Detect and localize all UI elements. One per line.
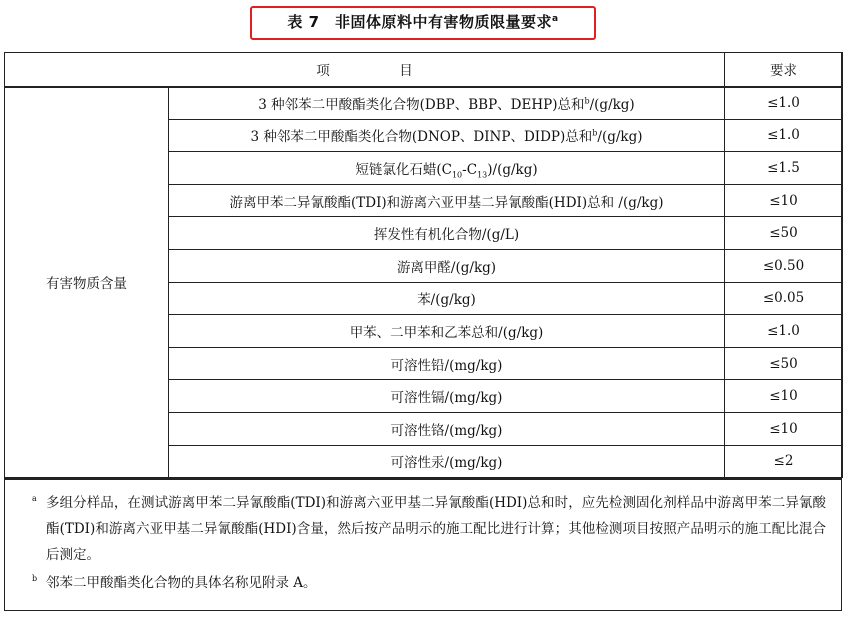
item-cell: 甲苯、二甲苯和乙苯总和/(g/kg)	[169, 315, 725, 348]
footnote-ref: b	[584, 96, 590, 106]
footnote-text: 邻苯二甲酸酯类化合物的具体名称见附录 A。	[46, 575, 317, 591]
requirement-cell: ≤50	[725, 217, 843, 250]
requirement-cell: ≤0.50	[725, 249, 843, 282]
item-cell: 3 种邻苯二甲酸酯类化合物(DBP、BBP、DEHP)总和$^b$/(g/kg)	[169, 87, 725, 120]
table-row	[5, 87, 843, 120]
requirement-cell: ≤1.5	[725, 152, 843, 185]
item-cell: 短链氯化石蜡$(C_{10}-C_{13})/(g/kg)$	[169, 152, 725, 185]
title-footnote-mark: a	[552, 14, 559, 24]
item-cell: 苯/(g/kg)	[169, 282, 725, 315]
table-header-row	[5, 53, 843, 87]
title-highlight-box	[250, 6, 596, 40]
requirement-cell: ≤50	[725, 347, 843, 380]
item-cell: 可溶性铅/(mg/kg)	[169, 347, 725, 380]
footnote-mark: a	[32, 494, 37, 503]
footnote-mark: b	[32, 574, 38, 583]
table-title: 表 7 非固体原料中有害物质限量要求$^a$	[287, 13, 559, 31]
category-cell: 有害物质含量	[5, 87, 169, 478]
item-cell: 游离甲醛/(g/kg)	[169, 249, 725, 282]
requirement-cell: ≤2	[725, 445, 843, 478]
item-cell: 可溶性汞/(mg/kg)	[169, 445, 725, 478]
footnote-a	[32, 490, 826, 568]
item-cell: 3 种邻苯二甲酸酯类化合物(DNOP、DINP、DIDP)总和$^b$/(g/kg)	[169, 119, 725, 152]
footnote-ref: b	[592, 128, 598, 138]
subscript: 13	[477, 170, 488, 180]
header-requirement: 要求	[725, 53, 843, 87]
footnote-text: 多组分样品，在测试游离甲苯二异氰酸酯(TDI)和游离六亚甲基二异氰酸酯(HDI)总和时，应先检测固化剂样品中游离甲苯二异氰酸酯(TDI)和游离六亚甲基二异氰酸酯(HDI)含量，然后按产品明示的施工配比进行计算；其他检测项目按照产品明示的施工配比混合后测定。	[46, 495, 826, 563]
item-cell: 可溶性镉/(mg/kg)	[169, 380, 725, 413]
footnote-b	[32, 570, 826, 596]
requirement-cell: ≤10	[725, 412, 843, 445]
item-cell: 挥发性有机化合物/(g/L)	[169, 217, 725, 250]
requirement-cell: ≤0.05	[725, 282, 843, 315]
requirement-cell: ≤10	[725, 380, 843, 413]
header-item: 项 目	[5, 53, 725, 87]
footnotes-section	[4, 478, 842, 611]
requirement-cell: ≤1.0	[725, 119, 843, 152]
requirement-cell: ≤1.0	[725, 315, 843, 348]
requirement-cell: ≤10	[725, 184, 843, 217]
item-cell: 游离甲苯二异氰酸酯(TDI)和游离六亚甲基二异氰酸酯(HDI)总和 /(g/kg)	[169, 184, 725, 217]
limits-table	[4, 52, 843, 478]
item-cell: 可溶性铬/(mg/kg)	[169, 412, 725, 445]
subscript: 10	[451, 170, 463, 180]
requirement-cell: ≤1.0	[725, 87, 843, 120]
